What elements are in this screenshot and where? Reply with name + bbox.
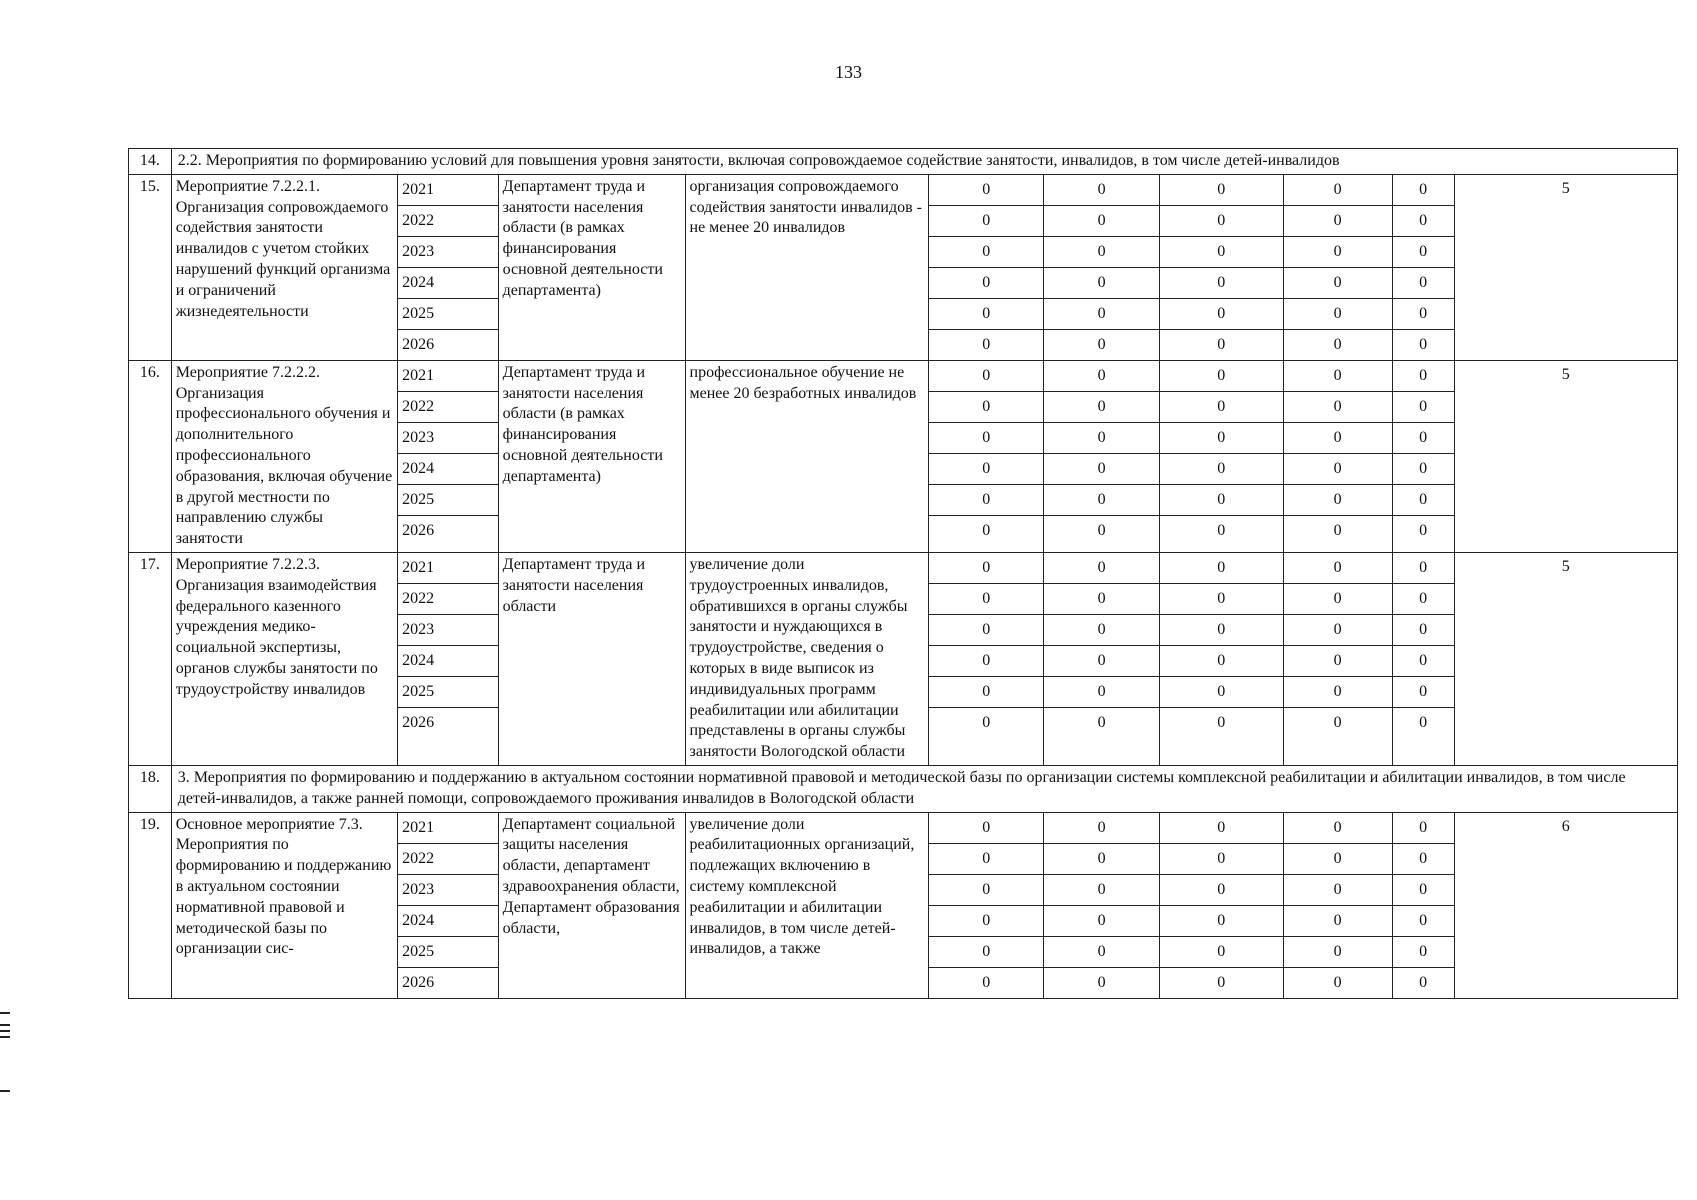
years-list: [398, 813, 497, 998]
year-item: 2025: [398, 299, 497, 330]
indicator-link: 5: [1454, 174, 1677, 360]
row-number: 15.: [129, 174, 172, 360]
value-cell: 0: [1044, 423, 1158, 454]
years-cell: [398, 360, 498, 552]
value-cell: 0: [1160, 206, 1283, 237]
value-cell: 0: [929, 646, 1043, 677]
year-item: 2022: [398, 206, 497, 237]
value-cell: 0: [1160, 423, 1283, 454]
value-cell: 0: [1044, 206, 1158, 237]
value-column-2: [1044, 174, 1159, 360]
value-list: [1160, 553, 1283, 738]
value-column-2: [1044, 552, 1159, 765]
value-cell: 0: [929, 844, 1043, 875]
value-cell: 0: [1160, 813, 1283, 844]
value-list: [929, 175, 1043, 360]
value-cell: 0: [1217, 713, 1226, 731]
value-cell: 0: [1160, 615, 1283, 646]
value-cell: 0: [1393, 615, 1454, 646]
years-list: [398, 175, 497, 360]
row-number: 19.: [129, 812, 172, 998]
value-cell: 0: [1284, 454, 1392, 485]
value-cell: 0: [1160, 553, 1283, 584]
executor: Департамент труда и занятости населения области: [498, 552, 685, 765]
value-cell: 0: [1393, 454, 1454, 485]
year-item: 2022: [398, 584, 497, 615]
value-cell: 0: [1284, 553, 1392, 584]
value-cell: 0: [929, 237, 1043, 268]
value-list: [1160, 813, 1283, 998]
value-cell: 0: [1333, 973, 1342, 991]
value-cell: 0: [929, 361, 1043, 392]
value-cell: 0: [1160, 237, 1283, 268]
value-cell: 0: [1217, 973, 1226, 991]
row-number: 16.: [129, 360, 172, 552]
measure-name: Мероприятие 7.2.2.2. Организация профессионального обучения и дополнительного профессионального образования, включая обучение в другой местности по направлению службы занятости: [171, 360, 397, 552]
value-cell: 0: [1044, 615, 1158, 646]
table-row: [129, 552, 1678, 765]
section-heading: 2.2. Мероприятия по формированию условий для повышения уровня занятости, включая сопровождаемое содействие занятости, инвалидов, в том числе детей-инвалидов: [171, 149, 1677, 175]
value-cell: 0: [1393, 553, 1454, 584]
value-cell: 0: [1393, 361, 1454, 392]
year-item: 2023: [398, 237, 497, 268]
value-list: [1044, 553, 1158, 738]
value-cell: 0: [1044, 175, 1158, 206]
value-cell: 0: [1419, 973, 1428, 991]
value-list: [1393, 553, 1454, 738]
value-cell: 0: [929, 677, 1043, 708]
measure-name: Основное мероприятие 7.3. Мероприятия по формированию и поддержанию в актуальном состоянии нормативной правовой и методической базы по организации сис-: [171, 812, 397, 998]
year-item: 2023: [398, 875, 497, 906]
value-cell: 0: [1284, 268, 1392, 299]
value-list: [1284, 553, 1392, 738]
value-cell: 0: [1393, 175, 1454, 206]
indicator-link: 5: [1454, 360, 1677, 552]
measure-name: Мероприятие 7.2.2.3. Организация взаимодействия федерального казенного учреждения медико-социальной экспертизы, органов службы занятости по трудоустройству инвалидов: [171, 552, 397, 765]
value-cell: 0: [929, 206, 1043, 237]
value-cell: 0: [1393, 584, 1454, 615]
value-cell: 0: [1160, 392, 1283, 423]
indicator-link: 5: [1454, 552, 1677, 765]
value-cell: 0: [929, 553, 1043, 584]
margin-mark: [0, 1090, 10, 1092]
value-cell: 0: [1393, 646, 1454, 677]
value-list: [1160, 361, 1283, 546]
value-column-3: [1159, 174, 1283, 360]
value-cell: 0: [929, 454, 1043, 485]
value-list: [1044, 361, 1158, 546]
value-cell: 0: [1393, 813, 1454, 844]
value-cell: 0: [1160, 875, 1283, 906]
value-cell: 0: [1097, 713, 1106, 731]
year-item: 2021: [398, 361, 497, 392]
table-row: [129, 812, 1678, 998]
value-list: [1044, 813, 1158, 998]
value-cell: 0: [929, 584, 1043, 615]
value-column-3: [1159, 360, 1283, 552]
value-column-5: [1392, 360, 1454, 552]
value-cell: 0: [1284, 813, 1392, 844]
year-item: 2022: [398, 392, 497, 423]
value-cell: 0: [929, 906, 1043, 937]
value-cell: 0: [1284, 677, 1392, 708]
value-cell: 0: [1284, 237, 1392, 268]
value-cell: 0: [1284, 615, 1392, 646]
value-column-5: [1392, 812, 1454, 998]
value-cell: 0: [1284, 875, 1392, 906]
margin-mark: [0, 1030, 10, 1032]
value-cell: 0: [1097, 973, 1106, 991]
value-cell: 0: [1044, 584, 1158, 615]
value-cell: 0: [1160, 454, 1283, 485]
value-cell: 0: [929, 175, 1043, 206]
row-number: 18.: [129, 765, 172, 812]
value-cell: 0: [929, 423, 1043, 454]
value-list: [1393, 813, 1454, 998]
margin-mark: [0, 1036, 10, 1038]
year-item: 2024: [398, 906, 497, 937]
year-item: 2025: [398, 937, 497, 968]
value-column-1: [929, 360, 1044, 552]
value-cell: 0: [1160, 937, 1283, 968]
years-list: [398, 361, 497, 546]
value-cell: 0: [1419, 713, 1428, 731]
value-column-5: [1392, 552, 1454, 765]
value-cell: 0: [929, 813, 1043, 844]
row-number: 17.: [129, 552, 172, 765]
value-cell: 0: [1393, 206, 1454, 237]
value-cell: 0: [1097, 521, 1106, 539]
value-cell: 0: [929, 299, 1043, 330]
years-cell: [398, 552, 498, 765]
year-item: 2024: [398, 646, 497, 677]
value-column-1: [929, 174, 1044, 360]
value-cell: 0: [1284, 584, 1392, 615]
value-cell: 0: [1393, 844, 1454, 875]
value-cell: 0: [1160, 584, 1283, 615]
years-cell: [398, 174, 498, 360]
value-cell: 0: [1393, 875, 1454, 906]
value-list: [929, 361, 1043, 546]
margin-mark: [0, 1024, 10, 1026]
value-cell: 0: [1284, 423, 1392, 454]
value-cell: 0: [1044, 268, 1158, 299]
years-list: [398, 553, 497, 738]
value-cell: 0: [1044, 361, 1158, 392]
value-cell: 0: [929, 485, 1043, 516]
value-column-3: [1159, 552, 1283, 765]
value-cell: 0: [1393, 268, 1454, 299]
value-cell: 0: [1160, 268, 1283, 299]
value-list: [929, 813, 1043, 998]
value-cell: 0: [1044, 299, 1158, 330]
value-column-5: [1392, 174, 1454, 360]
expected-result: увеличение доли трудоустроенных инвалидов, обратившихся в органы службы занятости и нуждающихся в трудоустройстве, сведения о которых в виде выписок из индивидуальных программ реабилитации или абилитации представлены в органы службы занятости Вологодской области: [685, 552, 929, 765]
value-cell: 0: [1333, 521, 1342, 539]
year-item: 2025: [398, 677, 497, 708]
value-column-2: [1044, 360, 1159, 552]
year-item: 2026: [402, 521, 435, 539]
value-cell: 0: [1044, 813, 1158, 844]
value-cell: 0: [1217, 335, 1226, 353]
value-cell: 0: [1419, 335, 1428, 353]
value-column-3: [1159, 812, 1283, 998]
value-cell: 0: [1284, 646, 1392, 677]
expected-result: организация сопровождаемого содействия занятости инвалидов - не менее 20 инвалидов: [685, 174, 929, 360]
value-cell: 0: [1284, 361, 1392, 392]
value-cell: 0: [1284, 937, 1392, 968]
value-cell: 0: [1160, 361, 1283, 392]
year-item: 2023: [398, 615, 497, 646]
value-cell: 0: [1160, 906, 1283, 937]
value-column-4: [1283, 360, 1392, 552]
value-cell: 0: [982, 335, 991, 353]
value-cell: 0: [1160, 299, 1283, 330]
year-item: 2021: [398, 813, 497, 844]
value-cell: 0: [1160, 485, 1283, 516]
value-cell: 0: [929, 875, 1043, 906]
value-list: [1284, 175, 1392, 360]
value-cell: 0: [929, 268, 1043, 299]
value-cell: 0: [1044, 454, 1158, 485]
value-column-4: [1283, 174, 1392, 360]
value-cell: 0: [1284, 906, 1392, 937]
value-cell: 0: [1393, 937, 1454, 968]
table-row: [129, 360, 1678, 552]
year-item: 2021: [398, 553, 497, 584]
value-cell: 0: [1044, 485, 1158, 516]
value-cell: 0: [1044, 906, 1158, 937]
value-cell: 0: [1284, 844, 1392, 875]
value-list: [1044, 175, 1158, 360]
value-cell: 0: [1284, 206, 1392, 237]
value-cell: 0: [1393, 485, 1454, 516]
value-cell: 0: [1097, 335, 1106, 353]
value-cell: 0: [982, 713, 991, 731]
value-cell: 0: [1393, 677, 1454, 708]
years-cell: [398, 812, 498, 998]
value-cell: 0: [929, 392, 1043, 423]
value-cell: 0: [1419, 521, 1428, 539]
value-cell: 0: [929, 937, 1043, 968]
value-cell: 0: [1044, 392, 1158, 423]
section-heading: 3. Мероприятия по формированию и поддержанию в актуальном состоянии нормативной правовой и методической базы по организации системы комплексной реабилитации и абилитации инвалидов, в том числе детей-инвалидов, а также ранней помощи, сопровождаемого проживания инвалидов в Вологодской области: [171, 765, 1677, 812]
value-list: [1284, 813, 1392, 998]
year-item: 2021: [398, 175, 497, 206]
executor: Департамент труда и занятости населения области (в рамках финансирования основной деятельности департамента): [498, 360, 685, 552]
value-cell: 0: [1044, 237, 1158, 268]
year-item: 2022: [398, 844, 497, 875]
measure-name: Мероприятие 7.2.2.1. Организация сопровождаемого содействия занятости инвалидов с учетом стойких нарушений функций организма и ограничений жизнедеятельности: [171, 174, 397, 360]
year-item: 2023: [398, 423, 497, 454]
executor: Департамент социальной защиты населения области, департамент здравоохранения области, Департамент образования области,: [498, 812, 685, 998]
value-cell: 0: [982, 521, 991, 539]
value-cell: 0: [1284, 175, 1392, 206]
margin-mark: [0, 1012, 10, 1014]
row-number: 14.: [129, 149, 172, 175]
value-cell: 0: [1160, 677, 1283, 708]
value-cell: 0: [1044, 844, 1158, 875]
value-list: [1393, 175, 1454, 360]
value-cell: 0: [1044, 937, 1158, 968]
value-list: [1160, 175, 1283, 360]
value-cell: 0: [1393, 392, 1454, 423]
page-number: 133: [835, 62, 862, 82]
program-table: [128, 148, 1678, 999]
value-list: [1393, 361, 1454, 546]
year-item: 2024: [398, 268, 497, 299]
value-cell: 0: [1284, 485, 1392, 516]
value-cell: 0: [1217, 521, 1226, 539]
value-cell: 0: [1333, 335, 1342, 353]
value-column-1: [929, 552, 1044, 765]
expected-result: увеличение доли реабилитационных организаций, подлежащих включению в систему комплексной реабилитации и абилитации инвалидов, в том числе детей-инвалидов, а также: [685, 812, 929, 998]
value-cell: 0: [1393, 906, 1454, 937]
year-item: 2026: [402, 973, 435, 991]
year-item: 2024: [398, 454, 497, 485]
executor: Департамент труда и занятости населения области (в рамках финансирования основной деятельности департамента): [498, 174, 685, 360]
year-item: 2026: [402, 335, 435, 353]
value-cell: 0: [1044, 677, 1158, 708]
value-cell: 0: [1393, 237, 1454, 268]
table-row: [129, 149, 1678, 175]
table-row: [129, 174, 1678, 360]
expected-result: профессиональное обучение не менее 20 безработных инвалидов: [685, 360, 929, 552]
value-column-4: [1283, 552, 1392, 765]
value-cell: 0: [1160, 175, 1283, 206]
value-cell: 0: [1160, 844, 1283, 875]
value-column-1: [929, 812, 1044, 998]
value-cell: 0: [1284, 299, 1392, 330]
value-cell: 0: [1160, 646, 1283, 677]
year-item: 2025: [398, 485, 497, 516]
value-cell: 0: [929, 615, 1043, 646]
value-cell: 0: [1044, 646, 1158, 677]
value-list: [1284, 361, 1392, 546]
value-column-4: [1283, 812, 1392, 998]
year-item: 2026: [402, 713, 435, 731]
table-row: [129, 765, 1678, 812]
value-cell: 0: [1284, 392, 1392, 423]
value-cell: 0: [1044, 553, 1158, 584]
indicator-link: 6: [1454, 812, 1677, 998]
value-cell: 0: [1044, 875, 1158, 906]
value-column-2: [1044, 812, 1159, 998]
value-cell: 0: [1393, 299, 1454, 330]
value-cell: 0: [1393, 423, 1454, 454]
value-cell: 0: [982, 973, 991, 991]
value-list: [929, 553, 1043, 738]
value-cell: 0: [1333, 713, 1342, 731]
